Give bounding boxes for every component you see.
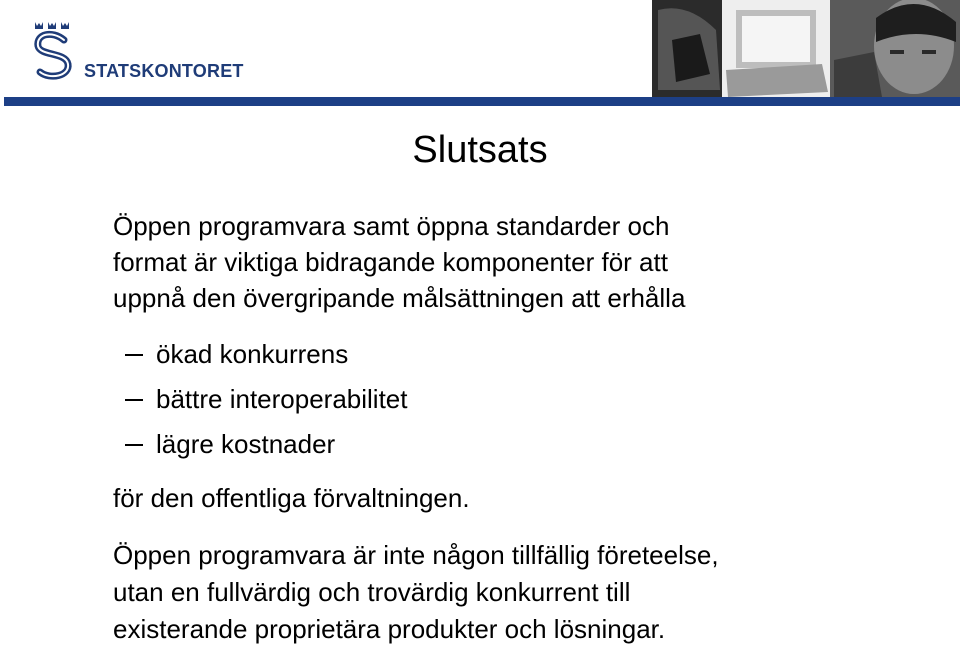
list-item-label: ökad konkurrens	[156, 339, 349, 369]
dash-bullet-icon	[125, 399, 143, 401]
statskontoret-logo-text: STATSKONTORET	[84, 61, 244, 81]
intro-line: uppnå den övergripande målsättningen att erhålla	[113, 283, 686, 313]
closing-paragraph	[113, 537, 719, 648]
crowns-s-logo-icon	[32, 18, 74, 82]
closing-line: existerande proprietära produkter och lösningar.	[113, 614, 666, 644]
list-item	[125, 426, 407, 471]
dash-bullet-icon	[125, 444, 143, 446]
list-item-label: lägre kostnader	[156, 429, 336, 459]
header-divider	[4, 97, 960, 106]
list-item-label: bättre interoperabilitet	[156, 384, 408, 414]
tail-sentence: för den offentliga förvaltningen.	[113, 483, 470, 513]
closing-line: Öppen programvara är inte någon tillfällig företeelse,	[113, 540, 719, 570]
intro-line: Öppen programvara samt öppna standarder och	[113, 211, 670, 241]
slide-header	[0, 0, 960, 108]
intro-paragraph	[113, 208, 685, 316]
closing-line: utan en fullvärdig och trovärdig konkurrent till	[113, 577, 631, 607]
benefit-list	[125, 336, 407, 471]
dash-bullet-icon	[125, 354, 143, 356]
list-item	[125, 381, 407, 426]
slide-title: Slutsats	[412, 129, 548, 171]
list-item	[125, 336, 407, 381]
office-photo-banner	[652, 0, 960, 97]
intro-line: format är viktiga bidragande komponenter för att	[113, 247, 668, 277]
